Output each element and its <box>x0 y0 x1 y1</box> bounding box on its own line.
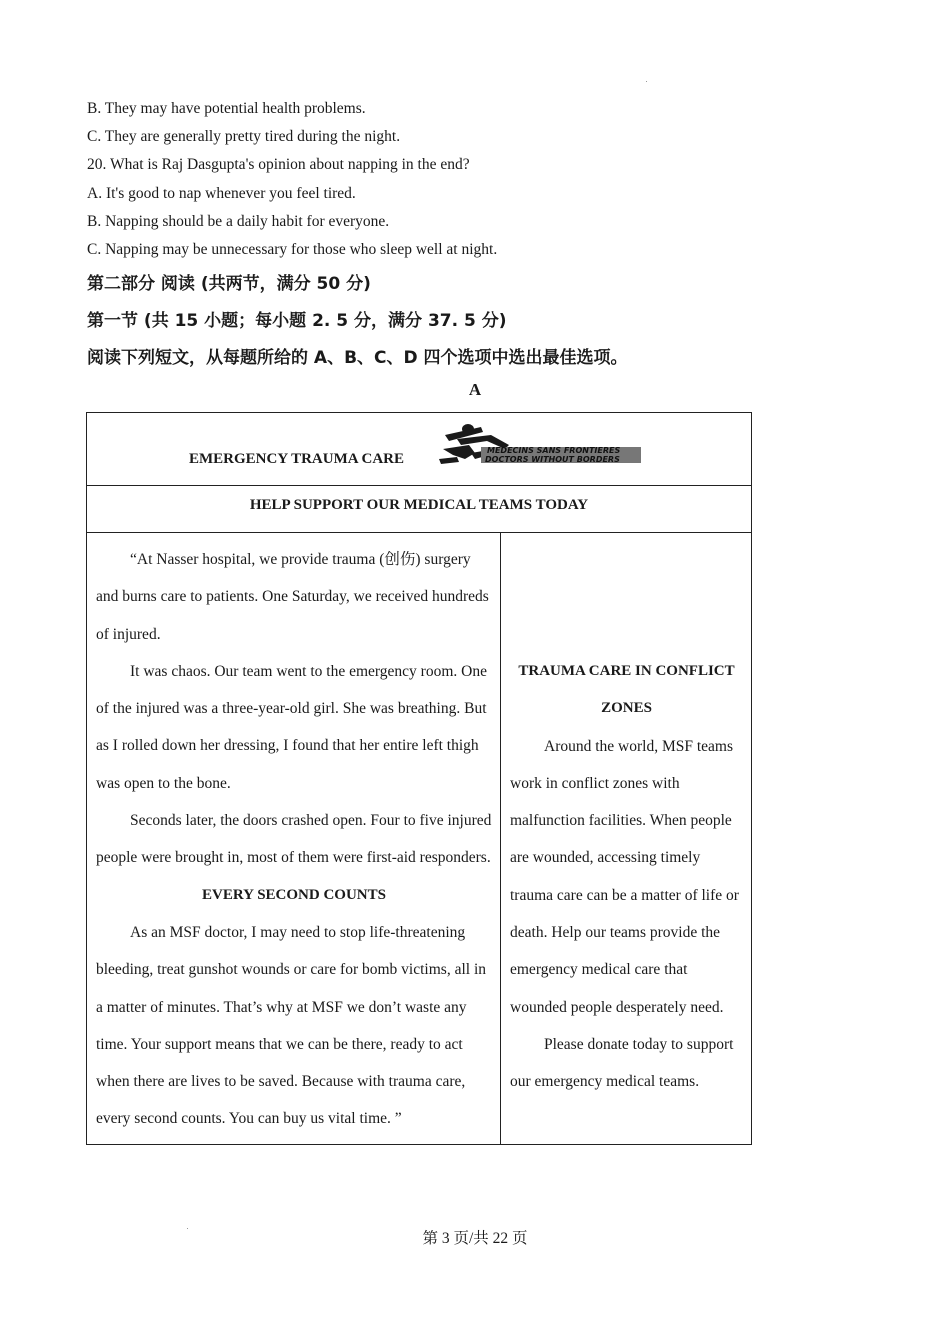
svg-text:DOCTORS WITHOUT BORDERS: DOCTORS WITHOUT BORDERS <box>485 455 620 464</box>
scan-speck <box>646 81 647 82</box>
part-title: 第二部分 阅读 (共两节，满分 50 分) <box>87 274 371 294</box>
svg-text:MEDECINS SANS FRONTIERES: MEDECINS SANS FRONTIERES <box>487 446 621 455</box>
q20-option-c: C. Napping may be unnecessary for those who sleep well at night. <box>87 241 498 258</box>
msf-logo-icon <box>435 419 645 467</box>
q19-option-c: C. They are generally pretty tired during the night. <box>87 128 401 145</box>
ad-header-title: EMERGENCY TRAUMA CARE <box>189 451 405 467</box>
ad-right-column <box>501 533 752 1145</box>
left-subheading: EVERY SECOND COUNTS <box>202 886 386 903</box>
q20-stem: 20. What is Raj Dasgupta's opinion about napping in the end? <box>87 156 470 173</box>
msf-advertisement <box>86 412 752 1145</box>
q20-option-a: A. It's good to nap whenever you feel tired. <box>87 185 356 202</box>
q20-option-b: B. Napping should be a daily habit for everyone. <box>87 213 390 230</box>
ad-left-column <box>87 533 501 1145</box>
left-paragraph-1: “At Nasser hospital, we provide trauma (创伤) surgery and burns care to patients. One Saturday, we received hundreds of injured. <box>96 551 489 643</box>
right-paragraph-2: Please donate today to support our emergency medical teams. <box>510 1035 734 1091</box>
left-paragraph-3: Seconds later, the doors crashed open. Four to five injured people were brought in, most of them were first-aid responders. <box>96 812 492 867</box>
page-footer: 第 3 页/共 22 页 <box>422 1230 528 1247</box>
left-paragraph-2: It was chaos. Our team went to the emergency room. One of the injured was a three-year-old girl. She was breathing. But as I rolled down her dressing, I found that her entire left thigh was open to the bone. <box>96 662 487 792</box>
ad-header-row <box>87 413 752 486</box>
ad-banner: HELP SUPPORT OUR MEDICAL TEAMS TODAY <box>87 486 752 533</box>
q19-option-b: B. They may have potential health problems. <box>87 100 366 117</box>
section-subtitle: 第一节 (共 15 小题；每小题 2. 5 分，满分 37. 5 分) <box>87 311 507 331</box>
left-paragraph-4: As an MSF doctor, I may need to stop life-threatening bleeding, treat gunshot wounds or care for bomb victims, all in a matter of minutes. That’s why at MSF we don’t waste any time. Your support means that we can be there, ready to act when there are lives to be saved. Because with trauma care, every second counts. You can buy us vital time. ” <box>96 923 486 1128</box>
reading-instruction: 阅读下列短文，从每题所给的 A、B、C、D 四个选项中选出最佳选项。 <box>87 348 628 368</box>
right-subheading: TRAUMA CARE IN CONFLICT ZONES <box>518 663 735 717</box>
passage-letter: A <box>468 380 482 399</box>
right-paragraph-1: Around the world, MSF teams work in conflict zones with malfunction facilities. When people are wounded, accessing timely trauma care can be a matter of life or death. Help our teams provide the emergency medical care that wounded people desperately need. <box>510 737 739 1016</box>
